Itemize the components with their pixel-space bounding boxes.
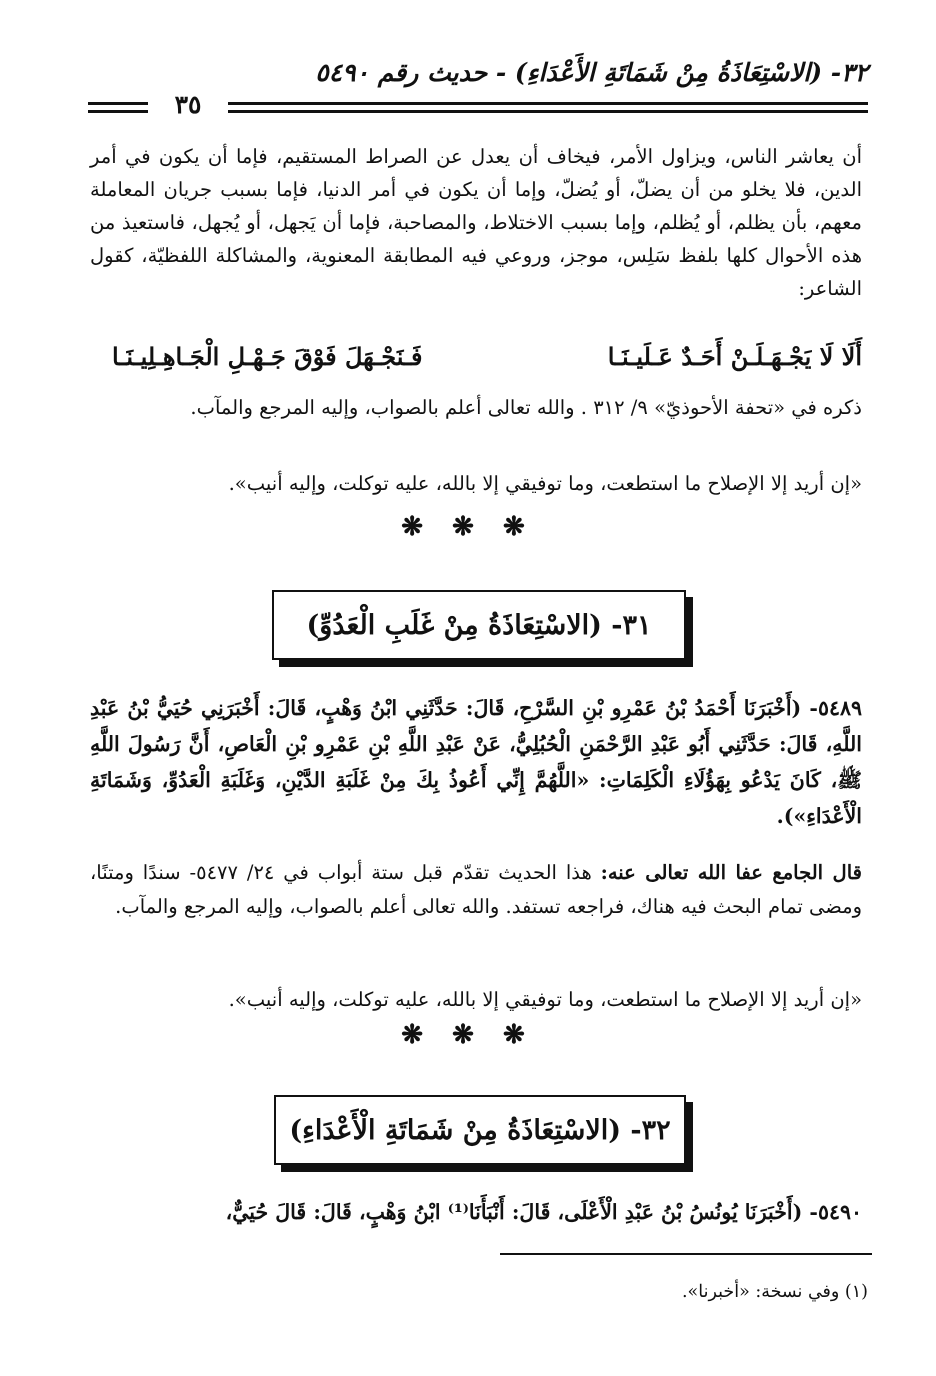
- verse-first-hemistich: أَلَا لَا يَجْـهَـلَـنْ أَحَـدٌ عَـلَيـنَـا: [607, 342, 862, 371]
- running-header-title: ٣٢- (الاسْتِعَاذَةُ مِنْ شَمَاتَةِ الأَعْدَاءِ) - حديث رقم ٥٤٩٠: [315, 58, 868, 87]
- verse-second-hemistich: فَـنَجْـهَلَ فَوْقَ جَـهْـلِ الْجَـاهِـلِيـنَـا: [112, 342, 423, 371]
- chapter-31-heading: ٣١- (الاسْتِعَاذَةُ مِنْ غَلَبِ الْعَدُوِّ): [306, 609, 652, 641]
- jami-comment-text: هذا الحديث تقدّم قبل ستة أبواب في ٢٤/ ٥٤٧٧- سندًا ومتنًا، ومضى تمام البحث فيه هناك، فراجعه تستفد. والله تعالى أعلم بالصواب، وإليه المرجع والمآب.: [90, 861, 862, 918]
- hadith-5489: ٥٤٨٩- (أَخْبَرَنَا أَحْمَدُ بْنُ عَمْرِو بْنِ السَّرْحِ، قَالَ: حَدَّثَنِي ابْنُ وَهْبٍ، قَالَ: أَخْبَرَنِي حُيَيُّ بْنُ عَبْدِ اللَّهِ، قَالَ: حَدَّثَنِي أَبُو عَبْدِ الرَّحْمَنِ الْحُبُلِيُّ، عَنْ عَبْدِ اللَّهِ بْنِ عَمْرِو بْنِ الْعَاصِ، أَنَّ رَسُولَ اللَّهِ ﷺ، كَانَ يَدْعُو بِهَؤُلَاءِ الْكَلِمَاتِ: «اللَّهُمَّ إِنِّي أَعُوذُ بِكَ مِنْ غَلَبَةِ الدَّيْنِ، وَغَلَبَةِ الْعَدُوِّ، وَشَمَاتَةِ الْأَعْدَاءِ»).: [90, 696, 862, 828]
- jami-comment: [90, 856, 862, 924]
- footnote-1: (١) وفي نسخة: «أخبرنا».: [681, 1282, 868, 1302]
- hadith-5490-start: ٥٤٩٠- (أَخْبَرَنَا يُونُسُ بْنُ عَبْدِ الْأَعْلَى، قَالَ: أَنْبَأَنَا⁽¹⁾ ابْنُ وَهْبٍ، قَالَ: قَالَ حُيَيٌّ،: [225, 1200, 862, 1224]
- footnote-rule: [500, 1253, 872, 1255]
- jami-comment-lead: قال الجامع عفا الله تعالى عنه:: [600, 861, 862, 884]
- closing-dua-2: «إن أريد إلا الإصلاح ما استطعت، وما توفيقي إلا بالله، عليه توكلت، وإليه أنيب».: [228, 988, 862, 1011]
- closing-dua-1: «إن أريد إلا الإصلاح ما استطعت، وما توفيقي إلا بالله، عليه توكلت، وإليه أنيب».: [228, 472, 862, 495]
- poetry-verse: [112, 342, 862, 371]
- section-separator-2: ❋ ❋ ❋: [401, 1020, 535, 1050]
- page-number: ٣٥: [148, 90, 228, 120]
- chapter-31-heading-box: [272, 590, 686, 660]
- chapter-32-heading-box: [274, 1095, 686, 1165]
- chapter-32-heading: ٣٢- (الاسْتِعَاذَةُ مِنْ شَمَاتَةِ الْأَعْدَاءِ): [289, 1114, 671, 1146]
- commentary-paragraph: أن يعاشر الناس، ويزاول الأمر، فيخاف أن يعدل عن الصراط المستقيم، فإما أن يكون في أمر الدين، فلا يخلو من أن يضلّ، أو يُضلّ، وإما أن يكون في أمر الدنيا، فإما بسبب جريان المعاملة معهم، بأن يظلم، أو يُظلم، وإما بسبب الاختلاط، والمصاحبة، فإما أن يَجهل، أو يُجهل، فاستعيذ من هذه الأحوال كلها بلفظ سَلِس، موجز، وروعي فيه المطابقة المعنوية، والمشاكلة اللفظيّة، كقول الشاعر:: [90, 145, 862, 300]
- source-paragraph: ذكره في «تحفة الأحوذيّ» ٩/ ٣١٢ . والله تعالى أعلم بالصواب، وإليه المرجع والمآب.: [190, 396, 862, 419]
- section-separator-1: ❋ ❋ ❋: [401, 512, 535, 542]
